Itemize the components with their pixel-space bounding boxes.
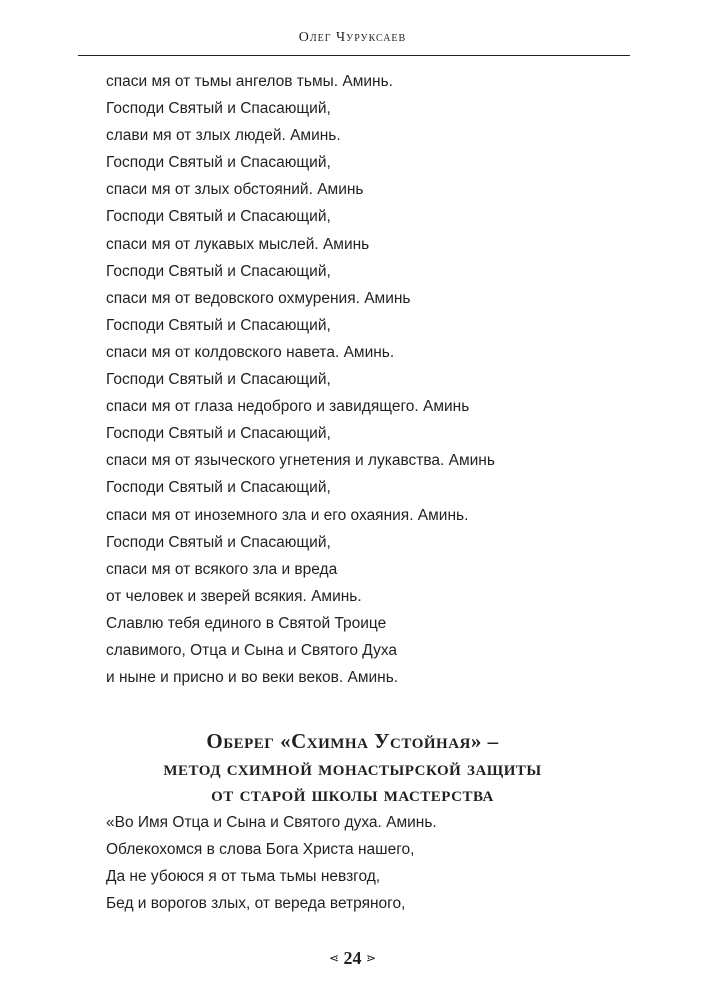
- verse-line: славимого, Отца и Сына и Святого Духа: [106, 641, 398, 659]
- page-number: 24: [343, 948, 362, 968]
- verse-line: Господи Святый и Спасающий,: [106, 208, 331, 226]
- section-heading-line: от старой школы мастерства: [211, 782, 494, 806]
- header-rule: [78, 55, 630, 56]
- verse-line: спаси мя от злых обстояний. Аминь: [106, 181, 364, 199]
- page-number-footer: [0, 948, 705, 969]
- verse-line: Господи Святый и Спасающий,: [106, 425, 331, 443]
- verse-line: спаси мя от ведовского охмурения. Аминь: [106, 289, 411, 307]
- verse-line: спаси мя от колдовского навета. Аминь.: [106, 343, 395, 361]
- verse-line: Господи Святый и Спасающий,: [106, 533, 331, 551]
- prayer-line: «Во Имя Отца и Сына и Святого духа. Аминь.: [106, 814, 437, 831]
- verse-line: слави мя от злых людей. Аминь.: [106, 127, 341, 145]
- prayer-line: Да не убоюся я от тьма тьмы невзгод,: [106, 868, 381, 886]
- verse-line: Господи Святый и Спасающий,: [106, 316, 331, 334]
- verse-line: Господи Святый и Спасающий,: [106, 479, 331, 497]
- prayer-line: Облекохомся в слова Бога Христа нашего,: [106, 841, 415, 859]
- verse-line: спаси мя от глаза недоброго и завидящего. Аминь: [106, 398, 470, 416]
- verse-line: Господи Святый и Спасающий,: [106, 100, 331, 118]
- verse-line: спаси мя от лукавых мыслей. Аминь: [106, 235, 370, 253]
- verse-line: Господи Святый и Спасающий,: [106, 371, 331, 389]
- verse-line: Господи Святый и Спасающий,: [106, 262, 331, 280]
- verse-line: спаси мя от иноземного зла и его охаяния. Аминь.: [106, 506, 469, 524]
- verse-line: Господи Святый и Спасающий,: [106, 154, 331, 172]
- verse-line: спаси мя от языческого угнетения и лукавства. Аминь: [106, 452, 495, 470]
- verse-line: спаси мя от всякого зла и вреда: [106, 560, 338, 578]
- running-head-author: Олег Чуруксаев: [298, 30, 407, 45]
- section-heading-line: Оберег «Схимна Устойная» –: [206, 729, 499, 753]
- verse-line: от человек и зверей всякия. Аминь.: [106, 587, 362, 605]
- prayer-verses: [106, 68, 626, 691]
- section-heading: [0, 728, 705, 808]
- ornament-right-icon: ⋗: [366, 951, 377, 965]
- prayer-line: Бед и ворогов злых, от вереда ветряного,: [106, 895, 406, 913]
- verse-line: и ныне и присно и во веки веков. Аминь.: [106, 669, 399, 687]
- section-heading-line: метод схимной монастырской защиты: [163, 755, 542, 780]
- verse-line: Славлю тебя единого в Святой Троице: [106, 614, 387, 632]
- ornament-left-icon: ⋖: [328, 951, 339, 965]
- amulet-prayer: [106, 809, 626, 917]
- verse-line: спаси мя от тьмы ангелов тьмы. Аминь.: [106, 73, 393, 90]
